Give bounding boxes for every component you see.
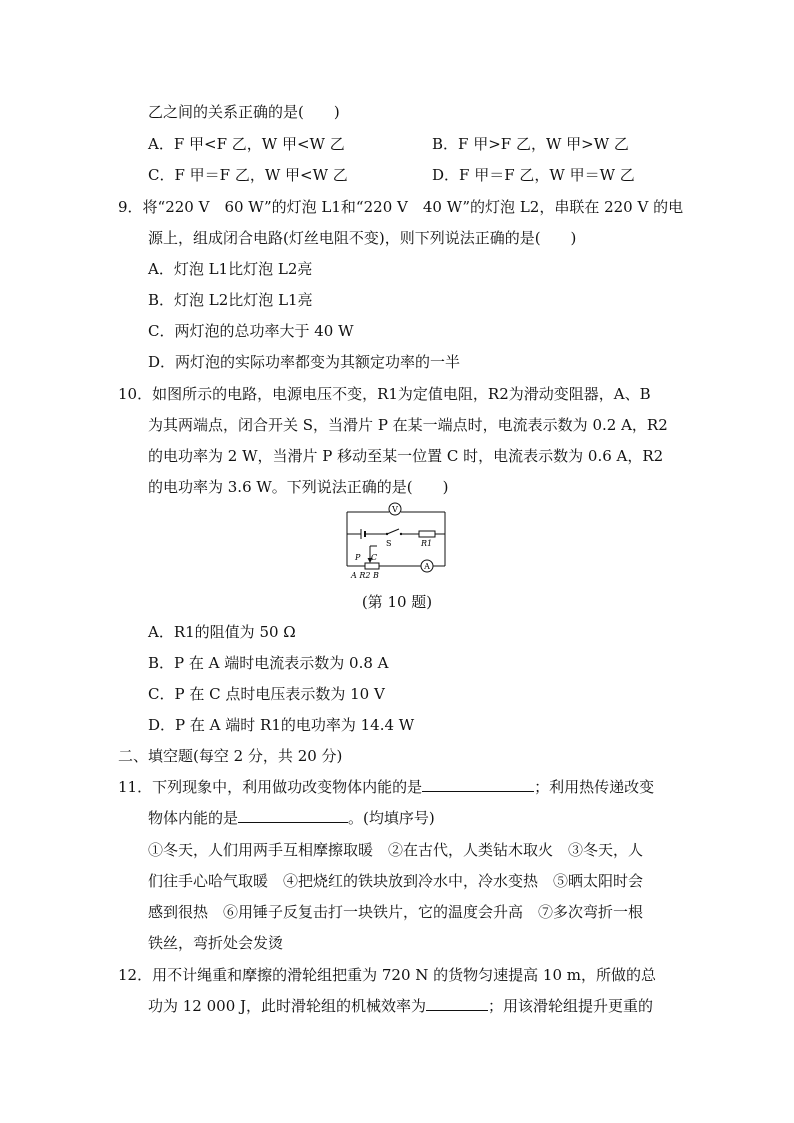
ammeter-label: A [424, 562, 430, 571]
q10-option-c: C．P 在 C 点时电压表示数为 10 V [148, 685, 385, 703]
r1-label: R1 [421, 539, 433, 548]
r1-resistor [419, 531, 435, 537]
slider-label: P [355, 553, 361, 562]
r2-endpoints-label: A R2 B [351, 571, 379, 580]
q10-option-d: D．P 在 A 端时 R1的电功率为 14.4 W [148, 716, 415, 734]
q12-line1: 12．用不计绳重和摩擦的滑轮组把重为 720 N 的货物匀速提高 10 m，所做的总 [118, 966, 656, 984]
q10-line4: 的电功率为 3.6 W。下列说法正确的是( ) [148, 478, 449, 496]
q9-line2: 源上，组成闭合电路(灯丝电阻不变)，则下列说法正确的是( ) [148, 229, 577, 247]
q10-line2: 为其两端点，闭合开关 S，当滑片 P 在某一端点时，电流表示数为 0.2 A，R2 [148, 416, 668, 434]
q11-items-line3: 感到很热 ⑥用锤子反复击打一块铁片，它的温度会升高 ⑦多次弯折一根 [148, 903, 644, 921]
q11-line2 [148, 808, 435, 828]
q10-option-b: B．P 在 A 端时电流表示数为 0.8 A [148, 654, 389, 672]
q8-option-d: D．F 甲＝F 乙，W 甲＝W 乙 [432, 166, 635, 184]
q11-line1 [118, 777, 654, 797]
q11-blank-2[interactable] [238, 808, 348, 823]
switch-symbol [387, 529, 399, 534]
q8-option-b: B．F 甲>F 乙，W 甲>W 乙 [432, 135, 629, 153]
q10-line3: 的电功率为 2 W，当滑片 P 移动至某一位置 C 时，电流表示数为 0.6 A，R2 [148, 447, 664, 465]
q9-line1: 9．将“220 V 60 W”的灯泡 L1和“220 V 40 W”的灯泡 L2，串联在 220 V 的电 [118, 198, 684, 216]
voltmeter-label: V [392, 505, 398, 514]
q8-option-a: A．F 甲<F 乙，W 甲<W 乙 [148, 135, 345, 153]
circuit-diagram [343, 500, 449, 582]
switch-label: S [386, 539, 392, 548]
q11-blank-1[interactable] [422, 777, 534, 792]
figure-caption: (第 10 题) [361, 593, 433, 611]
q9-option-d: D．两灯泡的实际功率都变为其额定功率的一半 [148, 353, 461, 371]
q12-blank-1[interactable] [426, 996, 488, 1011]
point-c-label: C [371, 553, 378, 562]
q12-text-b: ；用该滑轮组提升更重的 [488, 997, 654, 1015]
q11-items-line2: 们往手心哈气取暖 ④把烧红的铁块放到冷水中，冷水变热 ⑤晒太阳时会 [148, 872, 644, 890]
q9-option-a: A．灯泡 L1比灯泡 L2亮 [148, 260, 313, 278]
q9-option-b: B．灯泡 L2比灯泡 L1亮 [148, 291, 313, 309]
q11-items-line1: ①冬天，人们用两手互相摩擦取暖 ②在古代，人类钻木取火 ③冬天，人 [148, 841, 644, 859]
q11-text-d: 。(均填序号) [348, 809, 435, 827]
q8-stem-tail: 乙之间的关系正确的是( ) [148, 103, 340, 121]
q11-text-c: 物体内能的是 [148, 809, 239, 827]
q9-option-c: C．两灯泡的总功率大于 40 W [148, 322, 354, 340]
q12-line2 [148, 996, 653, 1016]
q11-text-b: ；利用热传递改变 [534, 778, 655, 796]
q11-items-line4: 铁丝，弯折处会发烫 [148, 934, 284, 952]
rheostat-r2 [365, 563, 379, 569]
q11-text-a: 11．下列现象中，利用做功改变物体内能的是 [118, 778, 423, 796]
q10-option-a: A．R1的阻值为 50 Ω [148, 623, 296, 641]
section-2-title: 二、填空题(每空 2 分，共 20 分) [118, 747, 343, 765]
q12-text-a: 功为 12 000 J，此时滑轮组的机械效率为 [148, 997, 427, 1015]
q10-line1: 10．如图所示的电路，电源电压不变，R1为定值电阻，R2为滑动变阻器，A、B [118, 385, 651, 403]
q8-option-c: C．F 甲＝F 乙，W 甲<W 乙 [148, 166, 348, 184]
